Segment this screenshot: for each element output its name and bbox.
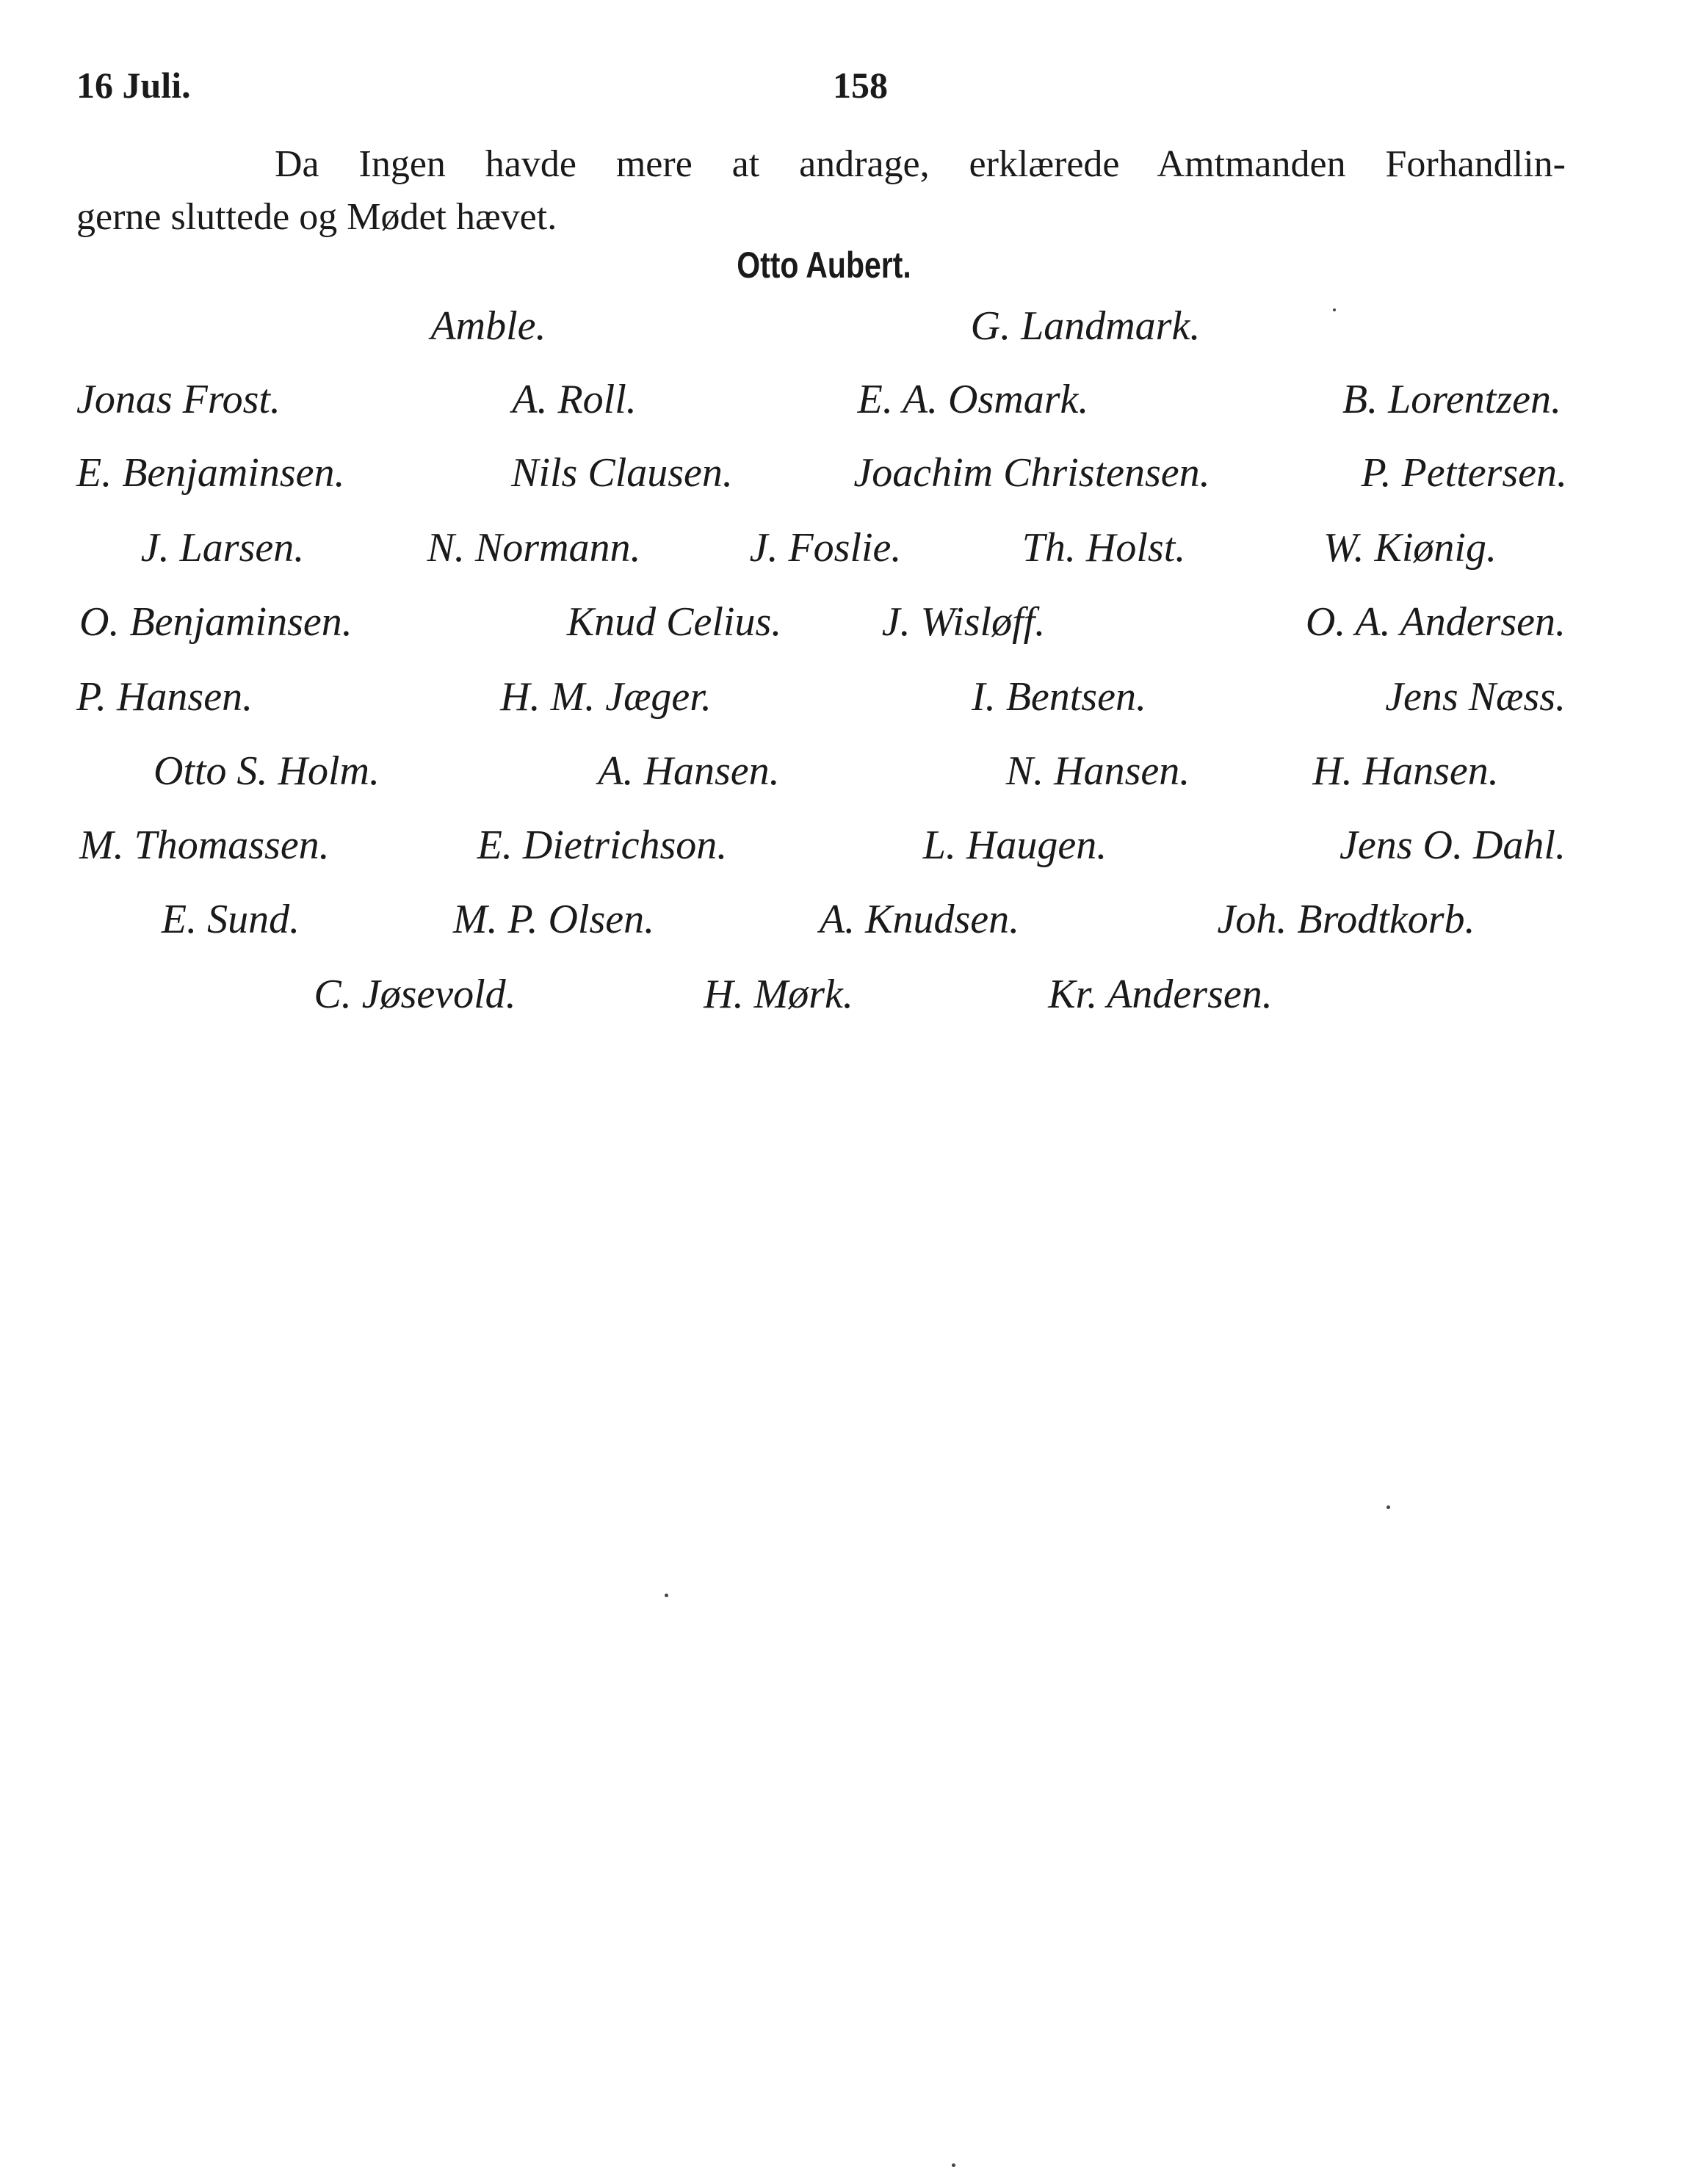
signature: Joachim Christensen.	[853, 450, 1210, 496]
signature: G. Landmark.	[970, 303, 1201, 349]
signature: J. Larsen.	[140, 525, 305, 571]
signature: H. Hansen.	[1312, 748, 1499, 794]
signature: W. Kiønig.	[1323, 525, 1497, 571]
scan-speck	[952, 2163, 955, 2167]
signature: Joh. Brodtkorb.	[1217, 897, 1475, 942]
signature: O. A. Andersen.	[1305, 599, 1566, 645]
signature: A. Hansen.	[598, 748, 780, 794]
signature: Th. Holst.	[1022, 525, 1186, 571]
signature: J. Foslie.	[749, 525, 902, 571]
signature: C. Jøsevold.	[314, 972, 516, 1017]
scan-speck	[1386, 1505, 1390, 1509]
signature: Jens O. Dahl.	[1340, 822, 1566, 868]
header-date: 16 Juli.	[76, 65, 191, 106]
signature: E. A. Osmark.	[857, 377, 1089, 422]
signature: Jonas Frost.	[76, 377, 281, 422]
signature: E. Benjaminsen.	[76, 450, 345, 496]
signature: P. Pettersen.	[1361, 450, 1567, 496]
signature: Nils Clausen.	[511, 450, 733, 496]
signature: Knud Celius.	[566, 599, 782, 645]
signature: O. Benjaminsen.	[79, 599, 352, 645]
signature: M. P. Olsen.	[452, 897, 655, 942]
signature: P. Hansen.	[76, 674, 253, 720]
signature: Otto S. Holm.	[153, 748, 380, 794]
signature: Jens Næss.	[1385, 674, 1566, 720]
page-number: 158	[833, 65, 888, 106]
signature: E. Sund.	[161, 897, 300, 942]
signature: Kr. Andersen.	[1048, 972, 1273, 1017]
signature: A. Roll.	[512, 377, 637, 422]
signature: H. Mørk.	[704, 972, 853, 1017]
signature: M. Thomassen.	[79, 822, 330, 868]
paragraph-line: gerne sluttede og Mødet hævet.	[76, 196, 557, 238]
paragraph-line: Da Ingen havde mere at andrage, erklærede Amtmanden Forhandlin-	[275, 143, 1566, 185]
signature: H. M. Jæger.	[500, 674, 712, 720]
signature: B. Lorentzen.	[1342, 377, 1561, 422]
signature: N. Hansen.	[1005, 748, 1190, 794]
signature: I. Bentsen.	[972, 674, 1146, 720]
signature: J. Wisløff.	[881, 599, 1046, 645]
scan-speck	[1333, 308, 1336, 311]
closing-paragraph	[76, 138, 1566, 244]
signature: E. Dietrichson.	[477, 822, 728, 868]
signature: N. Normann.	[427, 525, 641, 571]
signature: Amble.	[430, 303, 546, 349]
signature: L. Haugen.	[922, 822, 1107, 868]
chairman-signature: Otto Aubert.	[737, 245, 911, 286]
signature: A. Knudsen.	[819, 897, 1020, 942]
scan-speck	[665, 1594, 668, 1597]
